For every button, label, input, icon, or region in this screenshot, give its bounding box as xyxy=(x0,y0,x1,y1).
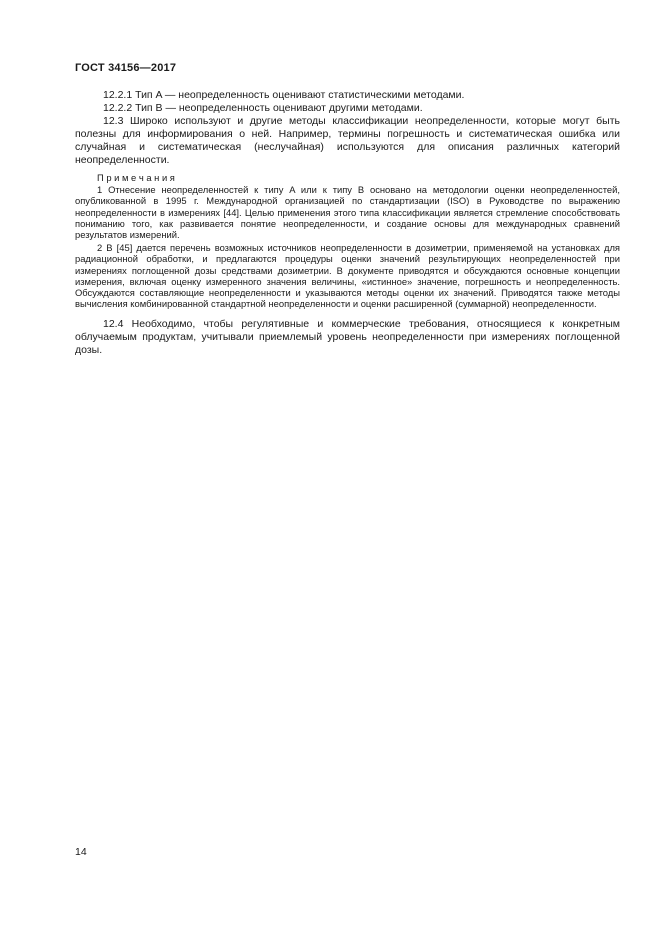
document-content xyxy=(75,89,620,357)
paragraph-12-2-2: 12.2.2 Тип B — неопределенность оценивают другими методами. xyxy=(103,102,423,114)
document-header: ГОСТ 34156—2017 xyxy=(75,62,177,74)
paragraph-12-3: 12.3 Широко используют и другие методы классификации неопределенности, которые могут быть полезны для информирования о ней. Например, термины погрешность и систематическая ошибка или случайная и систематическая (неслучайная) используются для описания различных категорий неопределенности. xyxy=(75,115,620,166)
notes-block xyxy=(75,172,620,309)
paragraph-12-2-1: 12.2.1 Тип A — неопределенность оценивают статистическими методами. xyxy=(103,89,465,101)
note-item-1: 1 Отнесение неопределенностей к типу A или к типу B основано на методологии оценки неопределенностей, опубликованной в 1995 г. Международной организацией по стандартизации (ISO) в Руководстве по выражению неопределенности в измерениях [44]. Целью применения этого типа классификации является стремление способствовать пониманию того, как развивается понятие неопределенности, и создание основы для международных сравнений результатов измерений. xyxy=(75,184,620,241)
note-item-2: 2 В [45] дается перечень возможных источников неопределенности в дозиметрии, применяемой на установках для радиационной обработки, и предлагаются процедуры оценки значений результирующих неопределенностей при измерениях поглощенной дозы средствами дозиметрии. В документе приводятся и обсуждаются основные концепции измерения, включая оценку измеренного значения величины, «истинное» значение, погрешность и неопределенность. Обсуждаются составляющие неопределенности и указываются методы оценки их значений. Приводятся также методы вычисления комбинированной стандартной неопределенности и оценки расширенной (суммарной) неопределенности. xyxy=(75,242,620,310)
notes-heading: П р и м е ч а н и я xyxy=(97,172,175,183)
paragraph-12-4: 12.4 Необходимо, чтобы регулятивные и коммерческие требования, относящиеся к конкретным облучаемым продуктам, учитывали приемлемый уровень неопределенности при измерениях поглощенной дозы. xyxy=(75,318,620,357)
page-number: 14 xyxy=(75,846,87,858)
